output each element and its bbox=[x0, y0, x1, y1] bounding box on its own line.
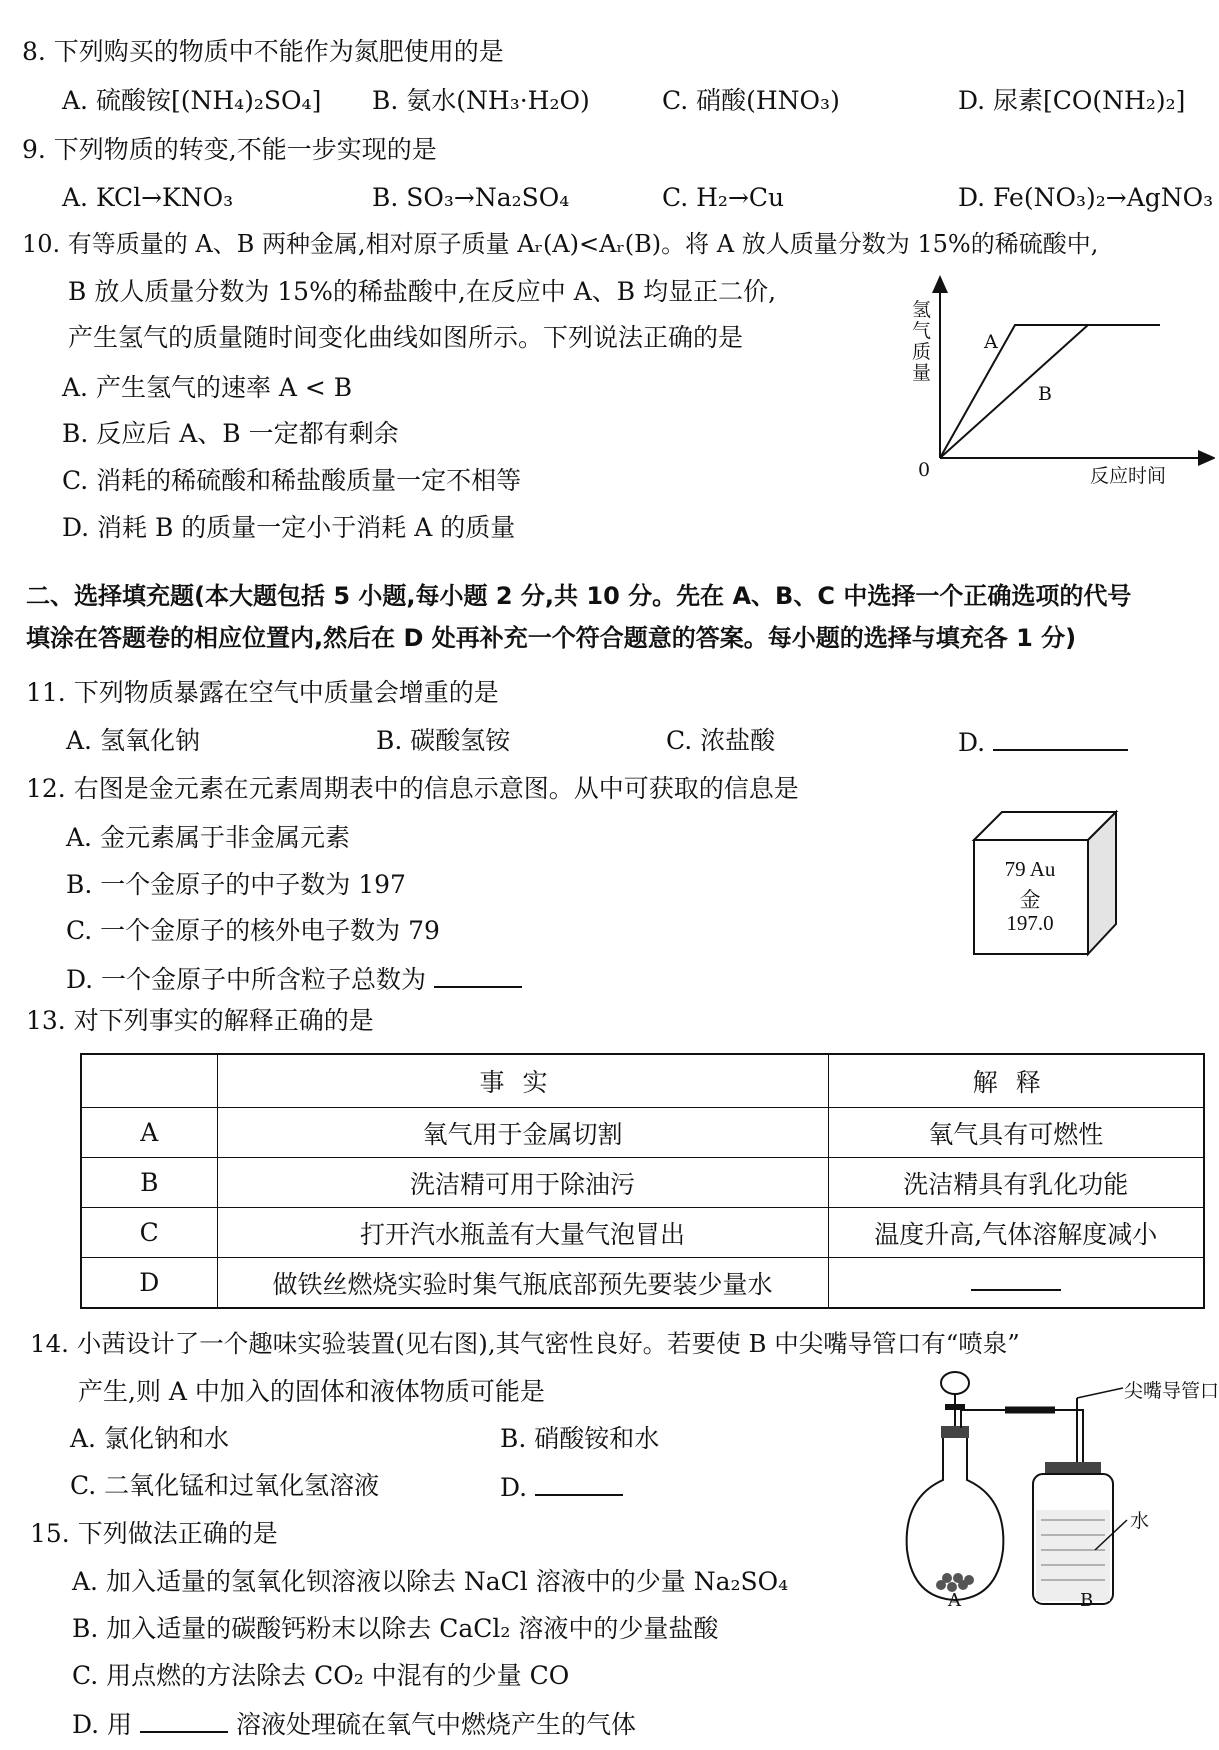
row-explain bbox=[828, 1258, 1204, 1309]
q14-answer-blank bbox=[535, 1470, 623, 1496]
row-fact: 做铁丝燃烧实验时集气瓶底部预先要装少量水 bbox=[217, 1258, 828, 1309]
q11-option-b: B. 碳酸氢铵 bbox=[376, 726, 511, 755]
q11-option-a: A. 氢氧化钠 bbox=[66, 726, 200, 755]
section2-heading-line2: 填涂在答题卷的相应位置内,然后在 D 处再补充一个符合题意的答案。每小题的选择与填充各 1 分) bbox=[26, 624, 1077, 652]
section2-heading-line1: 二、选择填充题(本大题包括 5 小题,每小题 2 分,共 10 分。先在 A、B、C 中选择一个正确选项的代号 bbox=[26, 582, 1132, 610]
q9-option-c: C. H₂→Cu bbox=[662, 183, 785, 212]
bottle-b-label: B bbox=[1080, 1590, 1094, 1611]
q8-option-a: A. 硫酸铵[(NH₄)₂SO₄] bbox=[62, 86, 322, 115]
q15-option-a: A. 加入适量的氢氧化钡溶液以除去 NaCl 溶液中的少量 Na₂SO₄ bbox=[72, 1567, 789, 1596]
element-name: 金 bbox=[1019, 888, 1041, 912]
q10-stem-line2: B 放人质量分数为 15%的稀盐酸中,在反应中 A、B 均显正二价, bbox=[68, 277, 777, 306]
q12-stem: 12. 右图是金元素在元素周期表中的信息示意图。从中可获取的信息是 bbox=[26, 774, 799, 803]
graph-label-b: B bbox=[1038, 383, 1052, 405]
table-row bbox=[81, 1258, 1204, 1309]
q14-option-a: A. 氯化钠和水 bbox=[70, 1424, 229, 1453]
q8-option-c: C. 硝酸(HNO₃) bbox=[662, 86, 840, 115]
q8-stem: 8. 下列购买的物质中不能作为氮肥使用的是 bbox=[22, 37, 504, 66]
row-label: C bbox=[81, 1208, 217, 1258]
facts-table bbox=[80, 1053, 1205, 1309]
curve-b bbox=[940, 325, 1088, 458]
row-explain: 温度升高,气体溶解度减小 bbox=[828, 1208, 1204, 1258]
q12-option-b: B. 一个金原子的中子数为 197 bbox=[66, 870, 406, 899]
table-header-cell: 事实 bbox=[217, 1054, 828, 1108]
hydrogen-graph bbox=[900, 275, 1215, 505]
q14-option-c: C. 二氧化锰和过氧化氢溶液 bbox=[70, 1471, 380, 1500]
q12-option-d-label: D. 一个金原子中所含粒子总数为 bbox=[66, 965, 427, 994]
q12-option-c: C. 一个金原子的核外电子数为 79 bbox=[66, 916, 440, 945]
q9-option-a: A. KCl→KNO₃ bbox=[62, 183, 234, 212]
q14-stem-line1: 14. 小茜设计了一个趣味实验装置(见右图),其气密性良好。若要使 B 中尖嘴导管口有“喷泉” bbox=[30, 1329, 1020, 1358]
table-row bbox=[81, 1158, 1204, 1208]
table-header-row bbox=[81, 1054, 1204, 1108]
q14-option-d-label: D. bbox=[500, 1473, 528, 1502]
row-fact: 洗洁精可用于除油污 bbox=[217, 1158, 828, 1208]
q15-answer-blank bbox=[140, 1707, 228, 1733]
flask-a-label: A bbox=[948, 1590, 961, 1611]
nozzle-label: 尖嘴导管口 bbox=[1124, 1380, 1219, 1402]
q9-option-d: D. Fe(NO₃)₂→AgNO₃ bbox=[958, 183, 1214, 212]
table-row bbox=[81, 1108, 1204, 1158]
q15-stem: 15. 下列做法正确的是 bbox=[30, 1519, 278, 1548]
q12-option-a: A. 金元素属于非金属元素 bbox=[66, 823, 350, 852]
q10-option-c: C. 消耗的稀硫酸和稀盐酸质量一定不相等 bbox=[62, 466, 522, 495]
row-explain: 氧气具有可燃性 bbox=[828, 1108, 1204, 1158]
q10-option-a: A. 产生氢气的速率 A < B bbox=[62, 373, 353, 402]
graph-y-label: 氢气质量 bbox=[912, 299, 932, 384]
q13-stem: 13. 对下列事实的解释正确的是 bbox=[26, 1006, 374, 1035]
element-number-symbol: 79 Au bbox=[1004, 857, 1056, 881]
q15-option-b: B. 加入适量的碳酸钙粉末以除去 CaCl₂ 溶液中的少量盐酸 bbox=[72, 1614, 719, 1643]
q9-option-b: B. SO₃→Na₂SO₄ bbox=[372, 183, 570, 212]
q14-option-d bbox=[500, 1470, 623, 1504]
q11-answer-blank bbox=[993, 725, 1128, 751]
row-explain: 洗洁精具有乳化功能 bbox=[828, 1158, 1204, 1208]
q11-option-c: C. 浓盐酸 bbox=[666, 726, 776, 755]
q13-answer-blank bbox=[971, 1275, 1061, 1291]
q15-option-c: C. 用点燃的方法除去 CO₂ 中混有的少量 CO bbox=[72, 1661, 570, 1690]
q12-answer-blank bbox=[434, 962, 522, 988]
q11-stem: 11. 下列物质暴露在空气中质量会增重的是 bbox=[26, 678, 499, 707]
q15-option-d bbox=[72, 1707, 636, 1741]
q14-stem-line2: 产生,则 A 中加入的固体和液体物质可能是 bbox=[78, 1377, 545, 1406]
graph-x-label: 反应时间 bbox=[1090, 465, 1167, 487]
q10-stem-line1: 10. 有等质量的 A、B 两种金属,相对原子质量 Aᵣ(A)<Aᵣ(B)。将 A 放人质量分数为 15%的稀硫酸中, bbox=[22, 230, 1099, 258]
q11-option-d-label: D. bbox=[958, 728, 986, 757]
table-row bbox=[81, 1208, 1204, 1258]
row-label: A bbox=[81, 1108, 217, 1158]
q12-option-d bbox=[66, 962, 522, 996]
row-label: D bbox=[81, 1258, 217, 1309]
table-header-cell: 解释 bbox=[828, 1054, 1204, 1108]
q15-option-d-suffix: 溶液处理硫在氧气中燃烧产生的气体 bbox=[235, 1710, 636, 1739]
q14-option-b: B. 硝酸铵和水 bbox=[500, 1424, 660, 1453]
q11-option-d bbox=[958, 725, 1128, 759]
q10-option-d: D. 消耗 B 的质量一定小于消耗 A 的质量 bbox=[62, 513, 516, 542]
water-label: 水 bbox=[1130, 1510, 1150, 1532]
q15-option-d-prefix: D. 用 bbox=[72, 1710, 133, 1739]
row-fact: 打开汽水瓶盖有大量气泡冒出 bbox=[217, 1208, 828, 1258]
element-mass: 197.0 bbox=[1006, 911, 1054, 935]
q9-stem: 9. 下列物质的转变,不能一步实现的是 bbox=[22, 135, 437, 164]
graph-label-a: A bbox=[984, 331, 998, 353]
q10-option-b: B. 反应后 A、B 一定都有剩余 bbox=[62, 419, 399, 448]
graph-origin-label: 0 bbox=[918, 459, 931, 481]
table-header-cell bbox=[81, 1054, 217, 1108]
row-label: B bbox=[81, 1158, 217, 1208]
q8-option-d: D. 尿素[CO(NH₂)₂] bbox=[958, 86, 1186, 115]
q8-option-b: B. 氨水(NH₃·H₂O) bbox=[372, 86, 590, 115]
q10-stem-line3: 产生氢气的质量随时间变化曲线如图所示。下列说法正确的是 bbox=[68, 323, 744, 352]
row-fact: 氧气用于金属切割 bbox=[217, 1108, 828, 1158]
